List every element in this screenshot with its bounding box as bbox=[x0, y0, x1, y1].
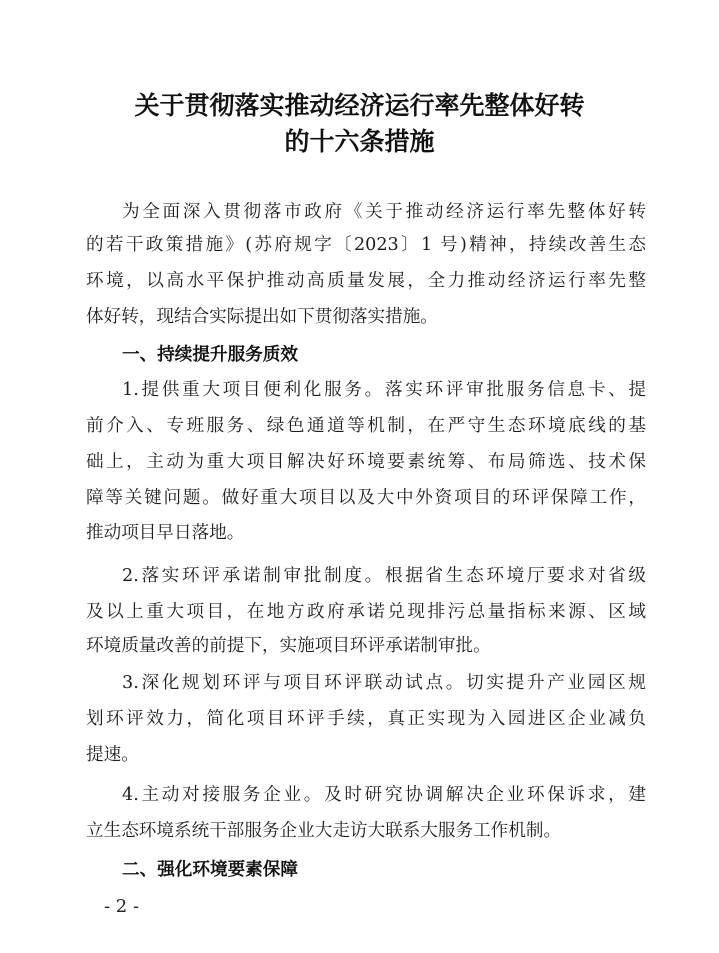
item-1-line: 推动项目早日落地。 bbox=[86, 523, 245, 543]
item-2-line: 2.落实环评承诺制审批制度。根据省生态环境厅要求对省级 bbox=[122, 566, 646, 586]
section-heading-1: 一、持续提升服务质效 bbox=[122, 344, 298, 365]
document-title-line-2: 的十六条措施 bbox=[284, 127, 435, 156]
item-2-line: 及以上重大项目，在地方政府承诺兑现排污总量指标来源、区域 bbox=[86, 602, 646, 622]
intro-line: 体好转，现结合实际提出如下贯彻落实措施。 bbox=[86, 307, 438, 327]
item-1-line: 1.提供重大项目便利化服务。落实环评审批服务信息卡、提 bbox=[122, 380, 646, 400]
item-1-line: 前介入、专班服务、绿色通道等机制，在严守生态环境底线的基 bbox=[86, 416, 646, 436]
item-4-line: 4.主动对接服务企业。及时研究协调解决企业环保诉求，建 bbox=[122, 785, 646, 805]
item-3-line: 划环评效力，简化项目环评手续，真正实现为入园进区企业减负 bbox=[86, 709, 646, 729]
intro-line: 的若干政策措施》(苏府规字〔2023〕1 号)精神，持续改善生态 bbox=[86, 235, 646, 255]
item-4-line: 立生态环境系统干部服务企业大走访大联系大服务工作机制。 bbox=[86, 821, 562, 841]
item-1-line: 础上，主动为重大项目解决好环境要素统筹、布局筛选、技术保 bbox=[86, 452, 646, 472]
document-title-line-1: 关于贯彻落实推动经济运行率先整体好转 bbox=[134, 91, 585, 120]
item-3-line: 提速。 bbox=[86, 745, 139, 765]
item-2-line: 环境质量改善的前提下，实施项目环评承诺制审批。 bbox=[86, 636, 491, 656]
page-number: - 2 - bbox=[104, 896, 140, 917]
section-heading-2: 二、强化环境要素保障 bbox=[122, 859, 298, 880]
intro-line: 环境，以高水平保护推动高质量发展，全力推动经济运行率先整 bbox=[86, 271, 646, 291]
intro-line: 为全面深入贯彻落市政府《关于推动经济运行率先整体好转 bbox=[122, 202, 646, 222]
item-3-line: 3.深化规划环评与项目环评联动试点。切实提升产业园区规 bbox=[122, 673, 646, 693]
item-1-line: 障等关键问题。做好重大项目以及大中外资项目的环评保障工作， bbox=[86, 488, 646, 508]
